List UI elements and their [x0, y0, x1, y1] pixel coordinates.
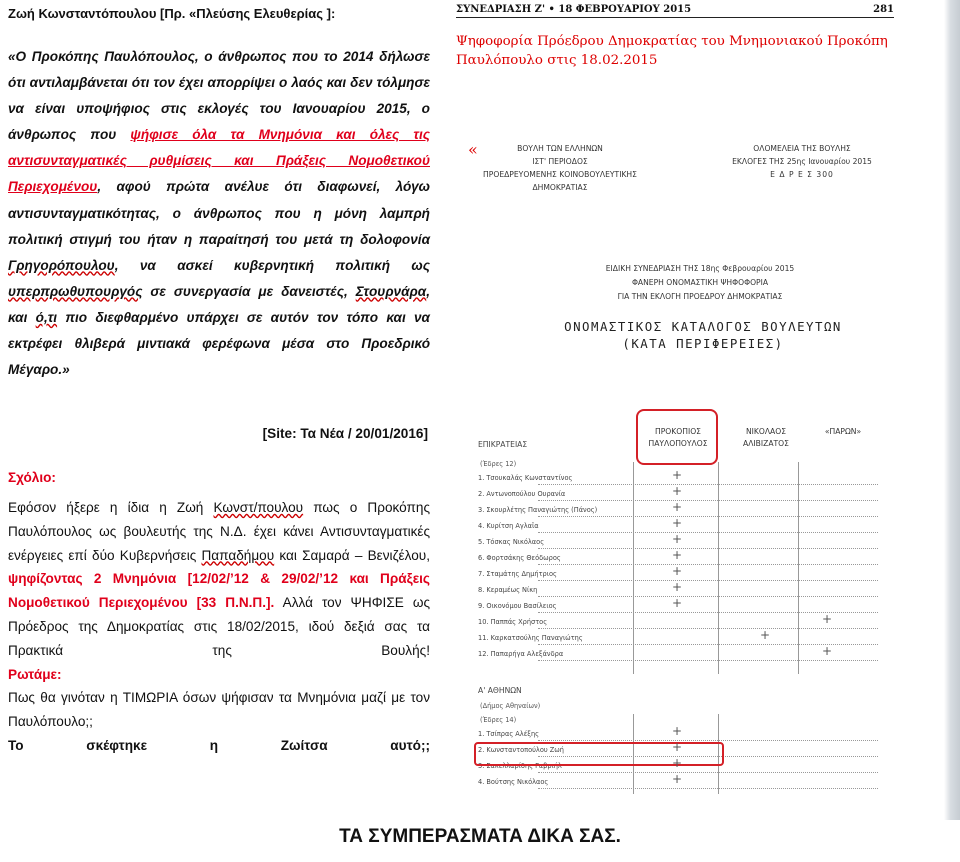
row-name: 5. Τόσκας Νικόλαος	[478, 538, 545, 546]
left-article	[0, 0, 440, 820]
quote-text-4: σε συνεργασία με δανειστές,	[142, 283, 356, 299]
quote-word-4: ό,τι	[35, 309, 58, 325]
quote-text-5: , και	[8, 283, 430, 325]
comment-paragraph	[8, 496, 430, 758]
vote-mark: +	[672, 724, 683, 738]
row-name: 3. Σκουρλέτης Παναγιώτης (Πάνος)	[478, 506, 598, 514]
vote-mark: +	[672, 580, 683, 594]
row-highlight-box	[474, 742, 724, 766]
vote-mark: +	[672, 516, 683, 530]
comment-text-1: Εφόσον ήξερε η ίδια η Ζωή	[8, 500, 214, 515]
session-line: ΓΙΑ ΤΗΝ ΕΚΛΟΓΗ ΠΡΟΕΔΡΟΥ ΔΗΜΟΚΡΑΤΙΑΣ	[617, 292, 783, 301]
vote-mark: +	[672, 740, 683, 754]
vote-mark: +	[760, 628, 771, 642]
quote-text-6: πιο διεφθαρμένο υπάρχει σε αυτόν τον τόπο και να εκτρέφει θλιβερά μιντιακά φερέφωνα μέσα στο Προεδρικό Μέγαρο.»	[8, 309, 430, 378]
quote-paragraph	[8, 44, 430, 383]
parliament-block	[460, 142, 660, 194]
row-name: 2. Αντωνοπούλου Ουρανία	[478, 490, 566, 498]
list-title-line: ΟΝΟΜΑΣΤΙΚΟΣ ΚΑΤΑΛΟΓΟΣ ΒΟΥΛΕΥΤΩΝ	[564, 319, 842, 334]
row-name: 11. Καρκατσούλης Παναγιώτης	[478, 634, 583, 642]
group-heading: Α' ΑΘΗΝΩΝ	[478, 686, 522, 695]
row-name: 3. Σακελλαρίδης Γαβριήλ	[478, 762, 562, 770]
comment-label: Σχόλιο:	[8, 470, 56, 485]
comment-text-5: Πως θα γινόταν η ΤΙΜΩΡΙΑ όσων ψήφισαν τα Μνημόνια μαζί με τον Παυλόπουλο;;	[8, 690, 430, 730]
table-row	[478, 634, 878, 648]
block-line: ΕΚΛΟΓΕΣ ΤΗΣ 25ης Ιανουαρίου 2015	[732, 157, 872, 166]
comment-word-2: Παπαδήμου	[201, 547, 275, 563]
row-name: 12. Παπαρήγα Αλεξάνδρα	[478, 650, 564, 658]
list-title	[538, 318, 868, 352]
vote-mark: +	[672, 772, 683, 786]
vote-mark: +	[672, 532, 683, 546]
block-line: ΒΟΥΛΗ ΤΩΝ ΕΛΛΗΝΩΝ	[517, 144, 603, 153]
row-name: 9. Οικονόμου Βασίλειος	[478, 602, 557, 610]
vote-mark: +	[672, 756, 683, 770]
block-line: ΔΗΜΟΚΡΑΤΙΑΣ	[532, 183, 588, 192]
candidate-highlight-box	[636, 409, 718, 465]
vote-mark: +	[672, 548, 683, 562]
ask-label: Ρωτάμε:	[8, 666, 62, 682]
group-seats: (Έδρες 12)	[480, 460, 517, 468]
group-district: (Δήμος Αθηναίων)	[480, 702, 541, 710]
comment-text-2: πως ο Προκόπης Παυλόπουλος ως βουλευτής της Ν.Δ. έχει κάνει Αντισυνταγματικές ενέργειες επί δύο Κυβερνήσεις	[8, 500, 431, 563]
quote-text-1: «Ο Προκόπης Παυλόπουλος, ο άνθρωπος που το 2014 δήλωσε ότι αντιλαμβάνεται ότι τον έχει απορρίψει ο λαός και δεν τόλμησε να είναι υποψήφιος στις εκλογές του Ιανουαρίου 2015, ο άνθρωπος που	[8, 49, 430, 143]
table-row	[478, 618, 878, 632]
quote-word-2: υπερπρωθυπουργός	[8, 283, 143, 299]
vote-mark: +	[672, 564, 683, 578]
block-line: ΠΡΟΕΔΡΕΥΟΜΕΝΗΣ ΚΟΙΝΟΒΟΥΛΕΥΤΙΚΗΣ	[483, 170, 637, 179]
record-running-header	[456, 4, 894, 18]
article-header: Ζωή Κωνσταντόπουλου [Πρ. «Πλεύσης Ελευθερίας ]:	[8, 6, 336, 21]
plenary-block	[712, 142, 892, 181]
group-heading: ΕΠΙΚΡΑΤΕΙΑΣ	[478, 440, 528, 449]
conclusion-caption: ΤΑ ΣΥΜΠΕΡΑΣΜΑΤΑ ΔΙΚΑ ΣΑΣ.	[339, 826, 621, 847]
comment-text-6: Το σκέφτηκε η Ζωίτσα αυτό;;	[8, 737, 430, 753]
source-citation: [Site: Τα Νέα / 20/01/2016]	[262, 426, 428, 441]
block-line: ΟΛΟΜΕΛΕΙΑ ΤΗΣ ΒΟΥΛΗΣ	[753, 144, 851, 153]
candidate-line: ΝΙΚΟΛΑΟΣ	[745, 427, 787, 436]
record-session-header: ΣΥΝΕΔΡΙΑΣΗ Ζ' • 18 ΦΕΒΡΟΥΑΡΙΟΥ 2015	[456, 4, 692, 15]
row-name: 6. Φορτσάκης Θεόδωρος	[478, 554, 561, 562]
quote-mark-icon: «	[468, 140, 478, 159]
vote-mark: +	[822, 612, 833, 626]
group-seats: (Έδρες 14)	[480, 716, 517, 724]
comment-text-4: Αλλά τον ΨΗΦΙΣΕ ως Πρόεδρος της Δημοκρατίας στις 18/02/2015, ιδού δεξιά σας τα Πρακτικά της Βουλής!	[8, 595, 431, 658]
table-row	[478, 650, 878, 664]
vote-mark: +	[672, 500, 683, 514]
comment-text-3: και Σαμαρά – Βενιζέλου,	[274, 547, 430, 563]
row-name: 4. Βούτσης Νικόλαος	[478, 778, 549, 786]
block-line: ΙΣΤ' ΠΕΡΙΟΔΟΣ	[532, 157, 588, 166]
present-header: «ΠΑΡΩΝ»	[824, 427, 862, 436]
quote-highlight-red: ψήφισε όλα τα Μνημόνια και όλες τις αντισυνταγματικές ρυθμίσεις και Πράξεις Νομοθετικού Περιεχομένου	[8, 127, 430, 195]
row-name: 10. Παππάς Χρήστος	[478, 618, 548, 626]
session-line: ΦΑΝΕΡΗ ΟΝΟΜΑΣΤΙΚΗ ΨΗΦΟΦΟΡΙΑ	[631, 278, 769, 287]
row-name: 4. Κυρίτση Αγλαΐα	[478, 522, 539, 530]
vote-mark: +	[672, 468, 683, 482]
candidate-line: ΠΡΟΚΟΠΙΟΣ	[655, 427, 701, 436]
session-block	[580, 262, 820, 304]
quote-word-1: Γρηγορόπουλου	[8, 257, 115, 273]
row-name: 8. Κεραμέως Νίκη	[478, 586, 538, 594]
vote-mark: +	[672, 596, 683, 610]
row-name: 1. Τσίπρας Αλέξης	[478, 730, 539, 738]
parliament-record	[450, 0, 950, 820]
vote-mark: +	[822, 644, 833, 658]
block-line: Ε Δ Ρ Ε Σ 300	[770, 170, 834, 179]
row-name: 2. Κωνσταντοπούλου Ζωή	[478, 746, 564, 754]
session-line: ΕΙΔΙΚΗ ΣΥΝΕΔΡΙΑΣΗ ΤΗΣ 18ης Φεβρουαρίου 2015	[605, 264, 795, 273]
candidate-line: ΑΛΙΒΙΖΑΤΟΣ	[743, 439, 789, 448]
candidate-line: ΠΑΥΛΟΠΟΥΛΟΣ	[648, 439, 708, 448]
quote-text-2: , αφού πρώτα ανέλυε ότι διαφωνεί, λόγω αντισυνταγματικότητας, ο άνθρωπος που η μόνη λαμπρή πολιτική στιγμή του ήταν η παραίτησή του μετά τη δολοφονία	[8, 179, 430, 247]
record-page-number: 281	[873, 4, 894, 15]
comment-word-1: Κωνστ/πουλου	[213, 500, 304, 515]
row-name: 1. Τσουκαλάς Κωνσταντίνος	[478, 474, 573, 482]
row-name: 7. Σταμάτης Δημήτριος	[478, 570, 557, 578]
comment-highlight-red: ψηφίζοντας 2 Μνημόνια [12/02/’12 & 29/02/’12 και Πράξεις Νομοθετικού Περιεχομένου [33 Π.Ν.Π.].	[8, 571, 430, 611]
quote-text-3: , να ασκεί κυβερνητική πολιτική ως	[114, 257, 430, 273]
vote-mark: +	[672, 484, 683, 498]
quote-word-3: Στουρνάρα	[355, 283, 427, 299]
record-red-title: Ψηφοφορία Πρόεδρου Δημοκρατίας του Μνημονιακού Προκόπη Παυλόπουλο στις 18.02.2015	[456, 34, 888, 68]
candidate-alivizatos-header	[726, 426, 806, 450]
list-title-line: (ΚΑΤΑ ΠΕΡΙΦΕΡΕΙΕΣ)	[622, 336, 784, 351]
